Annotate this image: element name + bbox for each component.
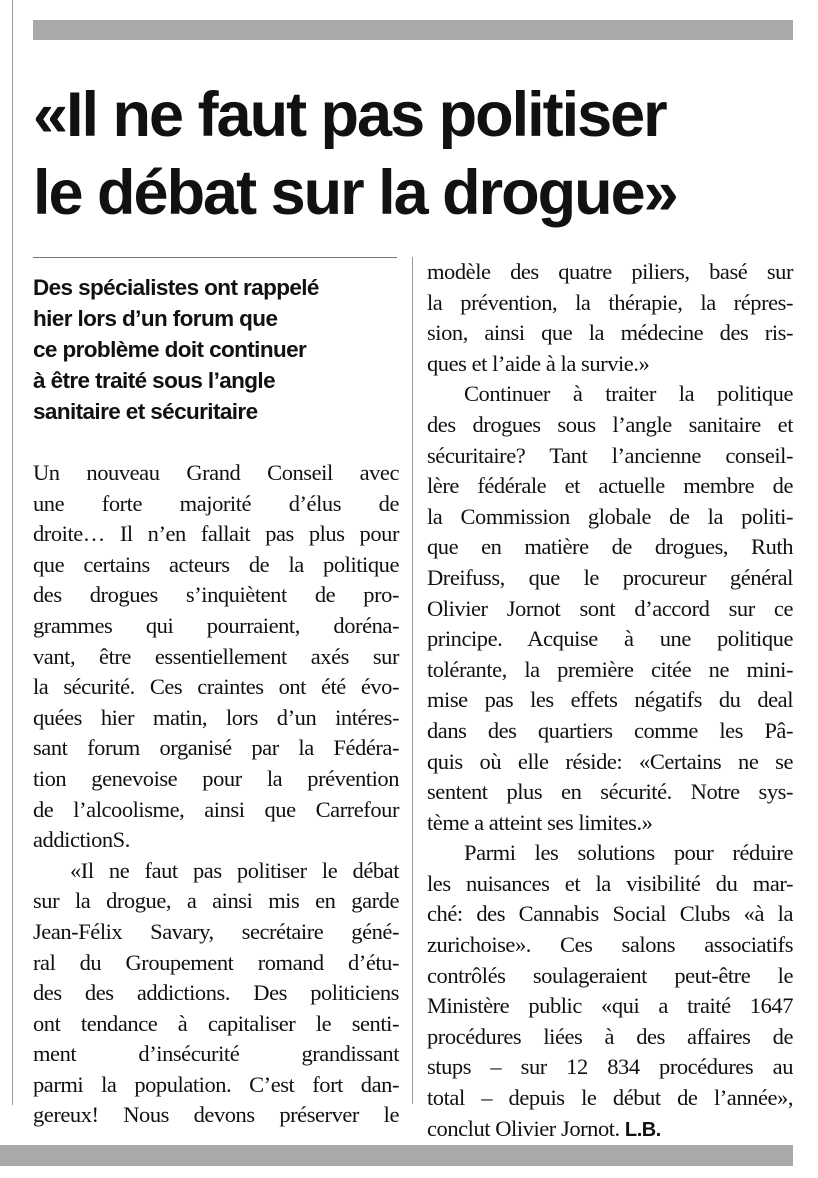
body-line: parmi la population. C’est fort dan- [33, 1071, 399, 1097]
body-line: les nuisances et la visibilité du mar- [427, 870, 793, 896]
body-line: modèle des quatre piliers, basé sur [427, 259, 793, 284]
body-line: Olivier Jornot sont d’accord sur ce [427, 595, 793, 621]
bottom-separator-bar [0, 1145, 793, 1166]
body-line: des des addictions. Des politiciens [33, 980, 399, 1006]
body-line: des drogues sous l’angle sanitaire et [427, 411, 793, 437]
body-line: total – depuis le début de l’année», [427, 1085, 793, 1111]
body-line: grammes qui pourraient, doréna- [33, 612, 399, 638]
top-separator-bar [33, 20, 793, 40]
body-line: que certains acteurs de la politique [33, 551, 399, 577]
body-line: la sécurité. Ces craintes ont été évo- [33, 674, 399, 700]
body-line: sant forum organisé par la Fédéra- [33, 735, 399, 761]
lead-line: sanitaire et sécuritaire [33, 399, 258, 424]
body-line: procédures liées à des affaires de [427, 1023, 793, 1049]
body-line: ché: des Cannabis Social Clubs «à la [427, 901, 793, 927]
body-column-right [427, 257, 793, 1145]
body-line: la Commission globale de la politi- [427, 503, 793, 529]
closing-text: conclut Olivier Jornot. [427, 1115, 620, 1141]
lead-rule [33, 257, 397, 258]
body-line: sur la drogue, a ainsi mis en garde [33, 888, 399, 914]
body-line: droite… Il n’en fallait pas plus pour [33, 521, 399, 547]
lead-line: hier lors d’un forum que [33, 306, 278, 331]
body-line: Continuer à traiter la politique [464, 381, 793, 407]
body-line: ral du Groupement romand d’étu- [33, 949, 399, 975]
lead-paragraph [33, 272, 398, 427]
body-line: dans des quartiers comme les Pâ- [427, 717, 793, 743]
body-line: ont tendance à capitaliser le senti- [33, 1010, 399, 1036]
body-line: sion, ainsi que la médecine des ris- [427, 320, 793, 346]
headline-line: le débat sur la drogue» [33, 158, 677, 228]
body-line: la prévention, la thérapie, la répres- [427, 289, 793, 315]
body-line: Parmi les solutions pour réduire [464, 840, 793, 866]
body-line: ment d’insécurité grandissant [33, 1041, 399, 1067]
body-line-final [427, 1114, 793, 1146]
headline [33, 76, 793, 232]
column-divider [412, 257, 413, 1104]
body-line: de l’alcoolisme, ainsi que Carrefour [33, 796, 399, 822]
body-line: Dreifuss, que le procureur général [427, 564, 793, 590]
headline-line: «Il ne faut pas politiser [33, 80, 666, 150]
body-column-left [33, 458, 399, 1131]
lead-line: Des spécialistes ont rappelé [33, 275, 319, 300]
lead-line: à être traité sous l’angle [33, 368, 275, 393]
body-line: lère fédérale et actuelle membre de [427, 473, 793, 499]
body-line: «Il ne faut pas politiser le débat [70, 857, 399, 883]
page-edge-rule [12, 0, 13, 1105]
body-line: zurichoise». Ces salons associatifs [427, 932, 793, 958]
body-line: des drogues s’inquiètent de pro- [33, 582, 399, 608]
body-line: addictionS. [33, 827, 130, 853]
body-line: gereux! Nous devons préserver le [33, 1102, 399, 1128]
body-line: quées hier matin, lors d’un intéres- [33, 704, 399, 730]
body-line: que en matière de drogues, Ruth [427, 534, 793, 560]
body-line: tion genevoise pour la prévention [33, 765, 399, 791]
body-line: Jean-Félix Savary, secrétaire géné- [33, 918, 399, 944]
body-line: sécuritaire? Tant l’ancienne conseil- [427, 442, 793, 468]
body-line: mise pas les effets négatifs du deal [427, 687, 793, 713]
lead-line: ce problème doit continuer [33, 337, 307, 362]
body-line: Ministère public «qui a traité 1647 [427, 993, 793, 1019]
body-line: vant, être essentiellement axés sur [33, 643, 399, 669]
body-line: tème a atteint ses limites.» [427, 809, 653, 835]
body-line: Un nouveau Grand Conseil avec [33, 460, 399, 485]
body-line: sentent plus en sécurité. Notre sys- [427, 779, 793, 805]
body-line: ques et l’aide à la survie.» [427, 350, 650, 376]
author-signature: L.B. [624, 1118, 661, 1141]
body-line: contrôlés soulageraient peut-être le [427, 962, 793, 988]
body-line: principe. Acquise à une politique [427, 626, 793, 652]
body-line: stups – sur 12 834 procédures au [427, 1054, 793, 1080]
body-line: une forte majorité d’élus de [33, 490, 399, 516]
body-line: quis où elle réside: «Certains ne se [427, 748, 793, 774]
body-line: tolérante, la première citée ne mini- [427, 656, 793, 682]
